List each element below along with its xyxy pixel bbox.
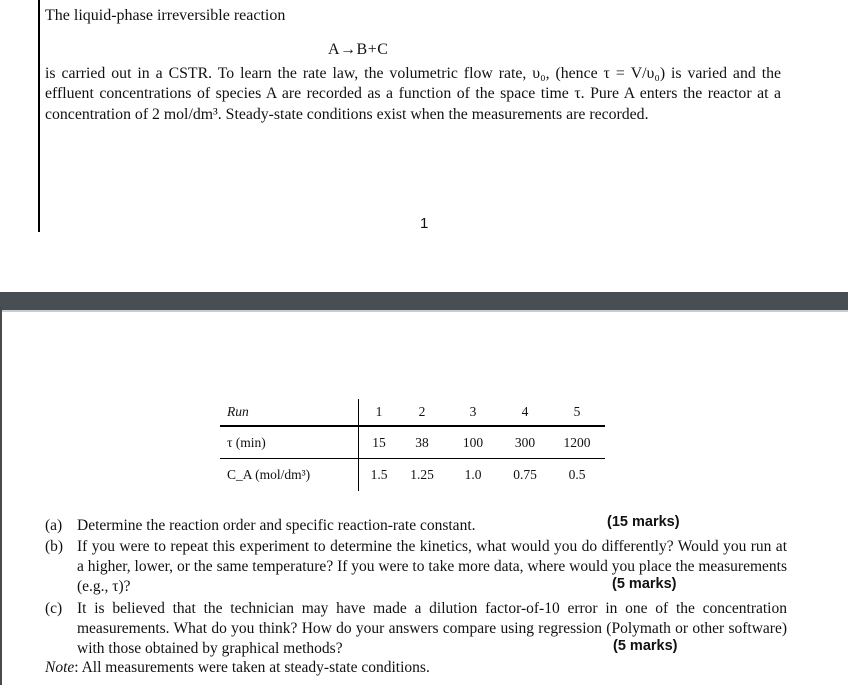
table-cell: 0.75 (513, 467, 537, 482)
table-cell: 1.25 (410, 467, 434, 482)
question-b-tag: (b) (45, 538, 64, 555)
question-a (45, 516, 805, 536)
question-a-tag: (a) (45, 517, 63, 534)
page-number: 1 (420, 215, 429, 232)
page-left-border (38, 0, 40, 232)
question-c (45, 599, 805, 659)
page-divider-bar (0, 292, 848, 312)
data-table (220, 399, 605, 491)
row-label-concentration: C_A (mol/dm³) (227, 467, 311, 482)
divider-light (0, 310, 848, 312)
reaction-equation: A→B+C (328, 41, 389, 58)
table-row (220, 426, 605, 459)
question-a-marks: (15 marks) (607, 514, 680, 530)
question-c-text: It is believed that the technician may have made a dilution factor-of-10 error in one of the concentration measurements. What do you think? How do your answers compare using regression (Polymath or other software) with those obtained by graphical methods? (77, 600, 787, 657)
question-a-text: Determine the reaction order and specific reaction-rate constant. (77, 517, 476, 534)
table-cell: 38 (399, 426, 445, 459)
table-row (220, 459, 605, 492)
table-cell: 100 (445, 426, 501, 459)
question-b (45, 537, 805, 597)
question-b-marks: (5 marks) (612, 576, 677, 592)
table-cell: 5 (573, 404, 581, 419)
table-cell: 1.5 (370, 467, 388, 482)
question-c-marks: (5 marks) (613, 638, 678, 654)
question-b-text: If you were to repeat this experiment to determine the kinetics, what would you do differently? Would you run at a higher, lower, or the same temperature? If you were to take more data, where would you place the measurements (e.g., τ)? (77, 538, 787, 595)
divider-dark (0, 292, 848, 310)
page-left-frame (0, 306, 2, 685)
note-label: Note (45, 659, 75, 676)
row-label-run: Run (227, 404, 249, 419)
note-text: : All measurements were taken at steady-state conditions. (74, 659, 430, 676)
problem-paragraph: is carried out in a CSTR. To learn the rate law, the volumetric flow rate, υ₀, (hence τ = V/υ₀) is varied and the effluent concentrations of species A are recorded as a function of the space time τ. Pure A enters the reactor at a concentration of 2 mol/dm³. Steady-state conditions exist when the measurements are recorded. (45, 65, 781, 123)
table-cell: 2 (418, 404, 426, 419)
table-cell: 1 (375, 404, 383, 419)
table-row (220, 399, 605, 426)
table-cell: 3 (469, 404, 477, 419)
note (45, 659, 430, 677)
table-cell: 1.0 (464, 467, 482, 482)
table-cell: 0.5 (568, 467, 586, 482)
question-c-tag: (c) (45, 600, 63, 617)
table-cell: 300 (501, 426, 549, 459)
problem-title: The liquid-phase irreversible reaction (45, 7, 286, 24)
table-cell: 4 (521, 404, 529, 419)
row-label-tau: τ (min) (220, 426, 359, 459)
table-cell: 15 (359, 426, 399, 459)
table-cell: 1200 (549, 426, 605, 459)
